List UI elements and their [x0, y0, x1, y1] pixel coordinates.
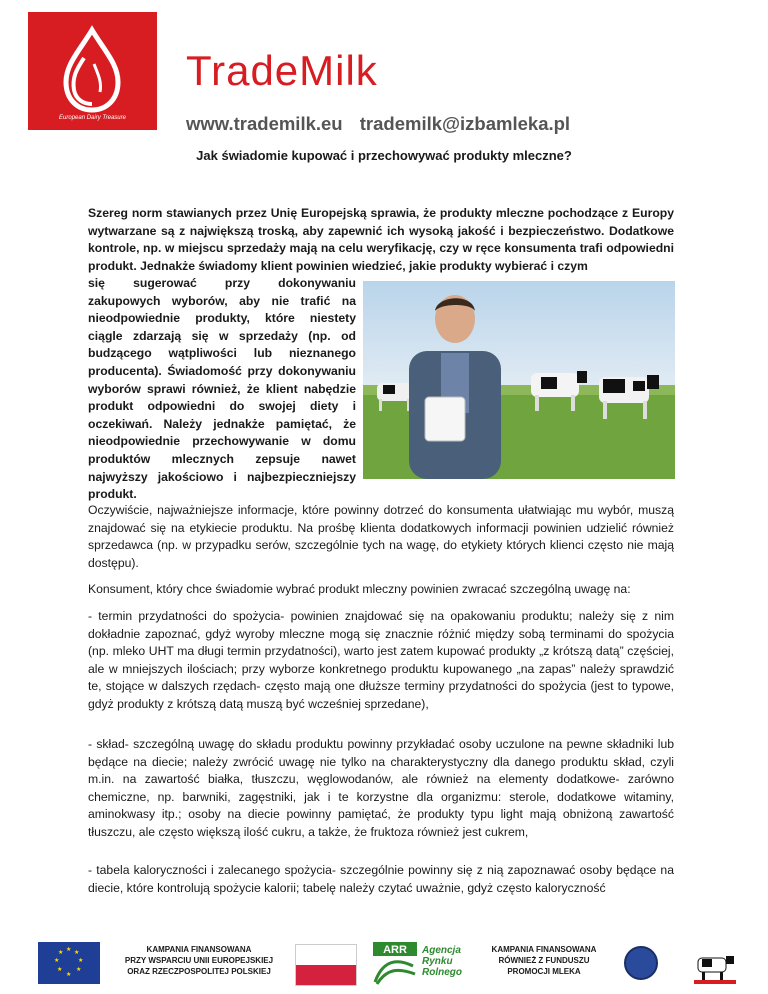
footer-sponsors — [18, 936, 749, 988]
cow-logo-icon — [694, 948, 736, 984]
intro-paragraph-continued: się sugerować przy dokonywaniu zakupowych wyborów, aby nie trafić na nieodpowiednie produkty, które niestety ciągle zdarzają się w sprzedaży (np. od budzącego wątpliwości lub nieznanego producenta). Świadomość przy dokonywaniu wyborów sprawi również, że klient nabędzie produkt odpowiedni do swojej diety i oczekiwań. Należy jednakże pamiętać, że nieodpowiednie przechowywanie w domu produktów mlecznych zepsuje nawet najwyższy jakościowo i najbezpieczniejszy produkt. — [88, 276, 356, 502]
paragraph-attention: Konsument, który chce świadomie wybrać produkt mleczny powinien zwracać szczególną uwagę na: — [88, 582, 631, 596]
arr-name: Agencja Rynku Rolnego — [422, 945, 462, 978]
poland-flag-icon — [295, 944, 357, 986]
paragraph-label-info: Oczywiście, najważniejsze informacje, które powinny dotrzeć do konsumenta ułatwiając mu wybór, muszą znajdować się na etykiecie produktu. Na prośbę klienta dodatkowych informacji powinien udzielić również sprzedawca (np. w przypadku serów, szczególnie tych na wagę, do etykiety których klienci często nie mają dostępu). — [88, 503, 674, 570]
paragraph-composition: - skład- szczególną uwagę do składu produktu powinny przykładać osoby uczulone na pewne składniki lub będące na diecie; należy zwrócić uwagę nie tylko na charakterystyczny dla danego produktu skład, czyli m.in. na zawartość białka, tłuszczu, węglowodanów, ale również na elementy dodatkowe- zarówno chemiczne, np. barwniki, zagęstniki, jak i te korzystne dla organizmu: sterole, dodatkowe witaminy, aminokwasy itp.; osoby na diecie powinny pamiętać, że produkty typu light mają obniżoną zawartość tłuszczu, ale często większą ilość cukru, a także, że fruktoza również jest cukrem, — [88, 737, 674, 839]
eu-funding-text: KAMPANIA FINANSOWANA PRZY WSPARCIU UNII EUROPEJSKIEJ ORAZ RZECZPOSPOLITEJ POLSKIEJ — [124, 945, 274, 976]
paragraph-expiry-date: - termin przydatności do spożycia- powinien znajdować się na opakowaniu produktu; należy się z nim dokładnie zapoznać, gdyż wyroby mleczne mogą się znacznie różnić między sobą terminami do spożycia (np. mleko UHT ma długi termin przydatności), warto jest zatem kupować produkty „z krótszą datą” częściej, ale w mniejszych ilościach; przy wyborze konkretnego produktu kupowanego „na zapas” należy sprawdzić te, stojące w dalszych rzędach- często mają one dłuższe terminy przydatności do spożycia (jest to typowe, gdyż produkty z krótszą datą muszą być wcześniej sprzedane), — [88, 609, 674, 711]
logo-tagline: European Dairy Treasure — [59, 115, 126, 121]
brand-name: TradeMilk — [186, 47, 378, 94]
contact-line — [186, 114, 570, 134]
website-link[interactable]: www.trademilk.eu — [186, 113, 343, 134]
milk-fund-badge-icon — [624, 946, 658, 980]
eu-flag-icon: ★ ★ ★ ★ ★ ★ ★ ★ — [38, 942, 100, 984]
trademilk-logo — [28, 12, 157, 130]
email-link[interactable]: trademilk@izbamleka.pl — [359, 113, 571, 134]
paragraph-calorie-table: - tabela kaloryczności i zalecanego spożycia- szczególnie powinny się z nią zapoznawać osoby będące na diecie, które kontrolują spożycie kalorii; tabelę należy czytać uważnie, gdyż często kaloryczność — [88, 863, 674, 895]
milk-fund-text: KAMPANIA FINANSOWANA RÓWNIEŻ Z FUNDUSZU PROMOCJI MLEKA — [491, 945, 597, 976]
arr-logo-text: ARR — [383, 944, 407, 956]
farmer-photo — [363, 281, 675, 479]
article-title: Jak świadomie kupować i przechowywać produkty mleczne? — [196, 148, 572, 163]
milk-drop-icon — [28, 12, 157, 130]
intro-paragraph: Szereg norm stawianych przez Unię Europejską sprawia, że produkty mleczne pochodzące z Europy wytwarzane są z największą troską, aby zapewnić ich wysoką jakość i bezpieczeństwo. Dodatkowe kontrole, np. w miejscu sprzedaży mają na celu weryfikację, czy w ręce konsumenta trafi odpowiedni produkt. Jednakże świadomy klient powinien wiedzieć, jakie produkty wybierać i czym — [88, 206, 674, 273]
